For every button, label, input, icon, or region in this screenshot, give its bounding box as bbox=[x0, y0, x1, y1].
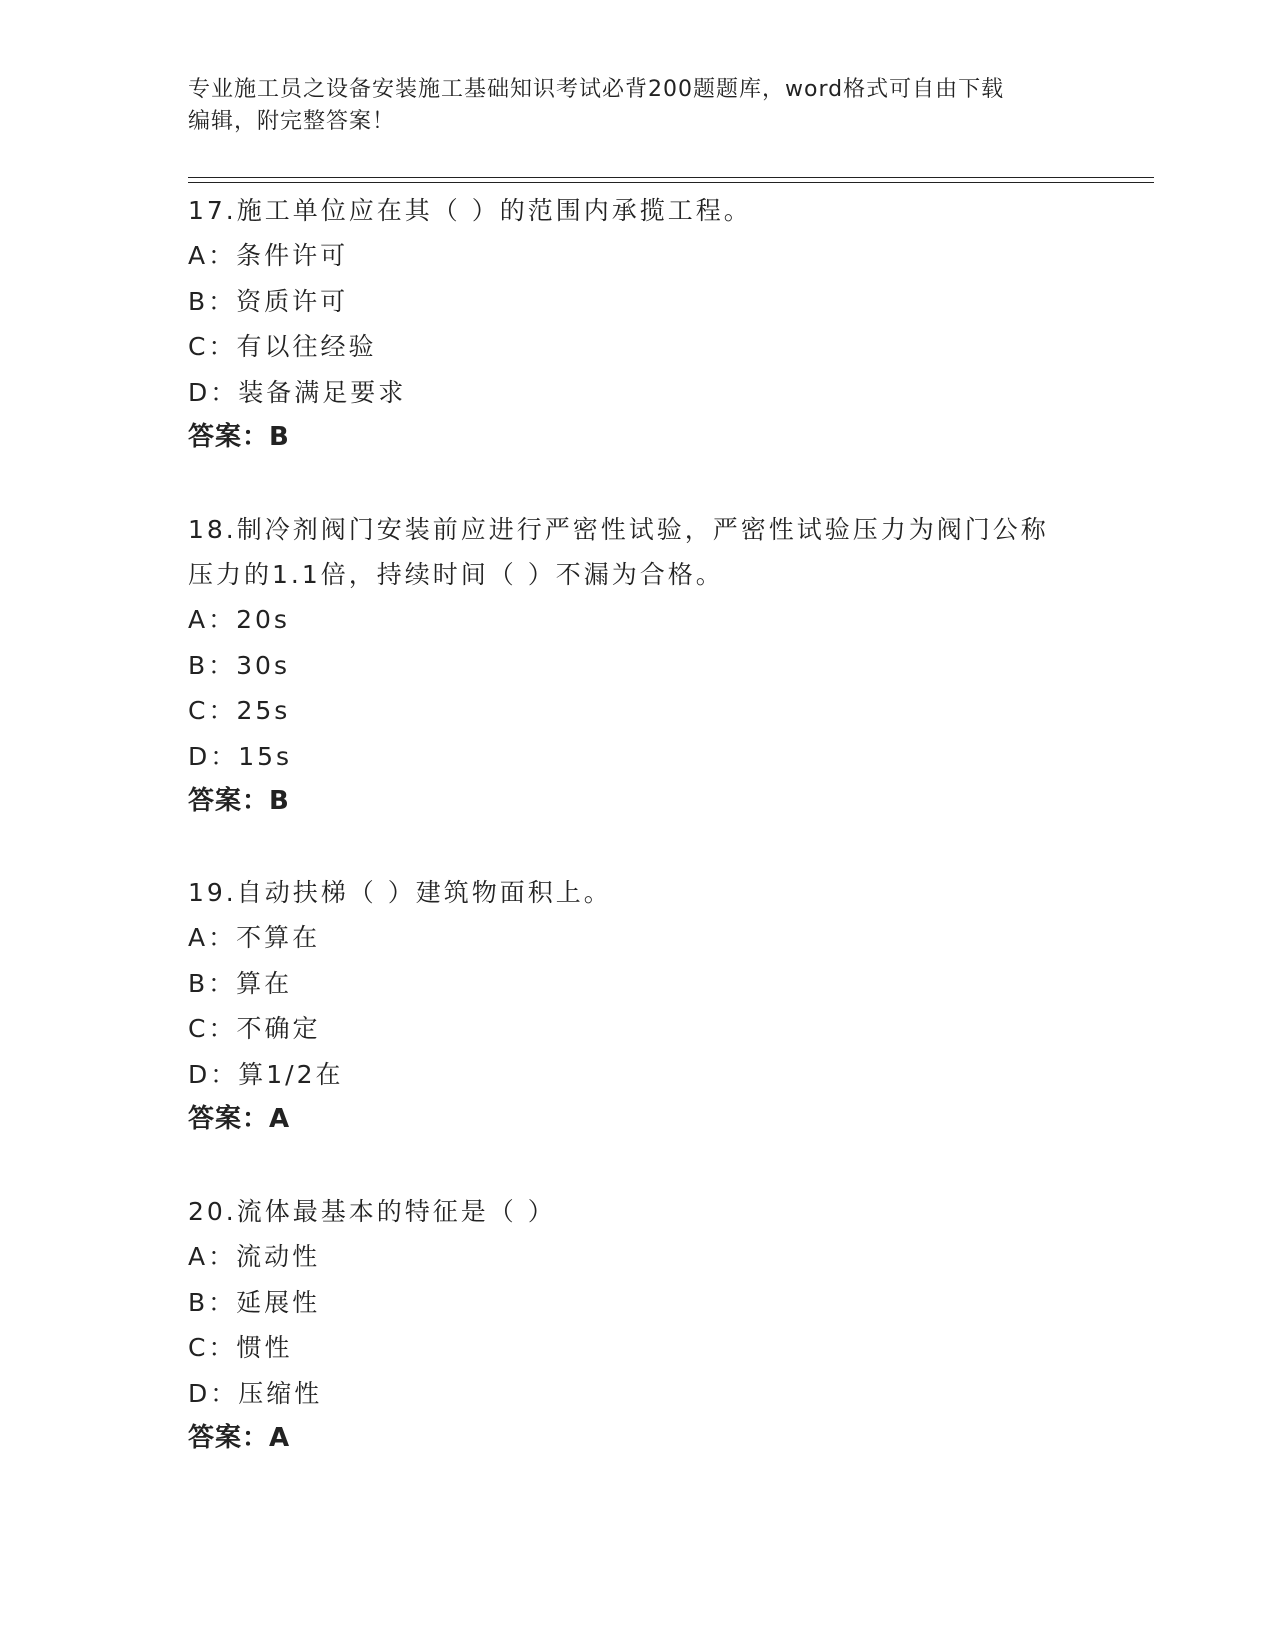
question-text: 17.施工单位应在其（ ）的范围内承揽工程。 bbox=[188, 196, 752, 225]
header-divider-bottom bbox=[188, 182, 1154, 183]
option-a: A：流动性 bbox=[188, 1242, 321, 1271]
header-line-2: 编辑，附完整答案！ bbox=[188, 109, 396, 134]
question-17 bbox=[188, 188, 1088, 460]
option-c: C：不确定 bbox=[188, 1014, 321, 1043]
question-text-line-2: 压力的1.1倍，持续时间（ ）不漏为合格。 bbox=[188, 560, 724, 589]
question-20 bbox=[188, 1189, 1088, 1461]
option-b: B：资质许可 bbox=[188, 286, 349, 316]
option-c: C：25s bbox=[188, 696, 291, 725]
header-divider-top bbox=[188, 177, 1154, 178]
option-d: D：压缩性 bbox=[188, 1378, 323, 1408]
option-b: B：30s bbox=[188, 650, 290, 680]
option-b: B：算在 bbox=[188, 968, 293, 998]
option-d: D：装备满足要求 bbox=[188, 377, 407, 407]
option-d: D：算1/2在 bbox=[188, 1059, 344, 1089]
option-c: C：有以往经验 bbox=[188, 332, 377, 361]
option-a: A：条件许可 bbox=[188, 241, 349, 270]
question-18 bbox=[188, 507, 1088, 824]
option-c: C：惯性 bbox=[188, 1333, 293, 1362]
question-text-line-1: 18.制冷剂阀门安装前应进行严密性试验，严密性试验压力为阀门公称 bbox=[188, 515, 1049, 544]
question-text: 19.自动扶梯（ ）建筑物面积上。 bbox=[188, 878, 612, 907]
header-line-1: 专业施工员之设备安装施工基础知识考试必背200题题库，word格式可自由下载 bbox=[188, 77, 1005, 102]
answer: 答案：A bbox=[188, 1104, 291, 1134]
question-text: 20.流体最基本的特征是（ ） bbox=[188, 1197, 556, 1226]
question-19 bbox=[188, 870, 1088, 1142]
answer: 答案：B bbox=[188, 422, 290, 452]
option-a: A：20s bbox=[188, 605, 290, 634]
answer: 答案：A bbox=[188, 1423, 291, 1453]
option-d: D：15s bbox=[188, 741, 293, 771]
document-header bbox=[188, 74, 1088, 138]
answer: 答案：B bbox=[188, 786, 290, 816]
option-b: B：延展性 bbox=[188, 1287, 321, 1317]
option-a: A：不算在 bbox=[188, 923, 321, 952]
